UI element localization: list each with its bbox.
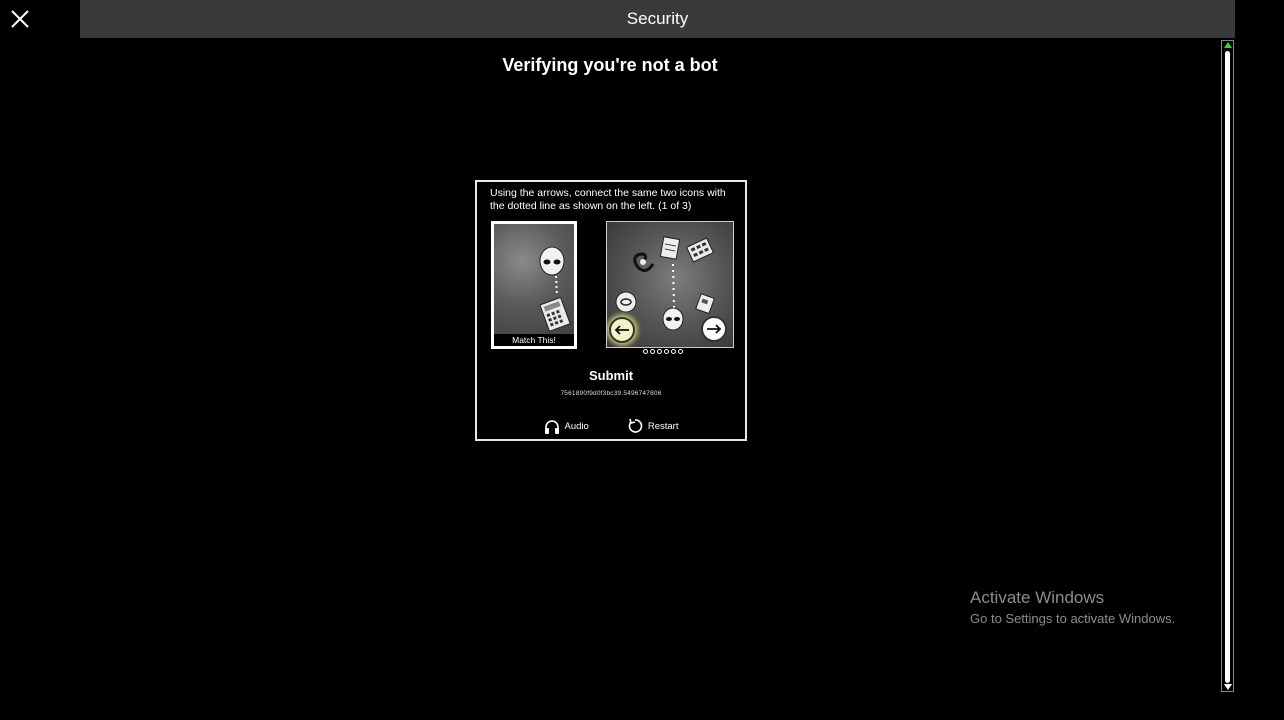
- scroll-down-icon[interactable]: [1224, 684, 1232, 690]
- audio-label: Audio: [564, 420, 589, 432]
- title-bar: [80, 0, 1235, 38]
- restart-icon: [627, 418, 643, 434]
- sample-image: [491, 221, 577, 349]
- activate-windows-watermark: [970, 588, 1175, 626]
- progress-dot: [664, 349, 669, 354]
- window-title: Security: [626, 9, 689, 28]
- captcha-instructions: Using the arrows, connect the same two icons with the dotted line as shown on the left. (1 of 3): [490, 187, 726, 212]
- progress-dot: [643, 349, 648, 354]
- arrow-right-icon: [706, 323, 722, 335]
- progress-dot: [678, 349, 683, 354]
- page-heading: Verifying you're not a bot: [502, 55, 718, 75]
- restart-button[interactable]: [627, 418, 679, 434]
- puzzle-progress-dots: [643, 349, 683, 354]
- planet-icon: [616, 292, 636, 312]
- close-button[interactable]: [0, 0, 40, 38]
- session-id: 7561890f9d0f3bc39.5496747806: [560, 390, 662, 397]
- close-icon: [10, 9, 30, 29]
- document-icon: [660, 237, 679, 259]
- captcha-footer: [477, 418, 745, 434]
- calculator-icon: [540, 297, 570, 331]
- scroll-up-icon[interactable]: [1224, 42, 1232, 48]
- scrollbar-thumb[interactable]: [1225, 51, 1230, 683]
- scrollbar[interactable]: [1221, 40, 1234, 692]
- arrow-left-icon: [614, 324, 630, 336]
- captcha-challenge: [475, 180, 747, 441]
- arrow-right-button[interactable]: [701, 316, 727, 342]
- alien-head-icon: [663, 308, 683, 330]
- audio-button[interactable]: [544, 418, 589, 434]
- alien-head-icon: [540, 247, 564, 275]
- arrow-left-button[interactable]: [609, 317, 635, 343]
- watermark-subtitle: Go to Settings to activate Windows.: [970, 611, 1176, 626]
- spiral-galaxy-icon: [635, 254, 653, 271]
- calculator-icon: [687, 238, 714, 262]
- restart-label: Restart: [647, 420, 679, 432]
- sample-caption: Match This!: [494, 334, 574, 346]
- progress-dot: [671, 349, 676, 354]
- watermark-title: Activate Windows: [970, 588, 1105, 607]
- submit-button[interactable]: Submit: [588, 368, 634, 383]
- card-icon: [696, 294, 715, 314]
- headphones-icon: [544, 419, 560, 434]
- progress-dot: [650, 349, 655, 354]
- progress-dot: [657, 349, 662, 354]
- puzzle-image: [606, 221, 734, 348]
